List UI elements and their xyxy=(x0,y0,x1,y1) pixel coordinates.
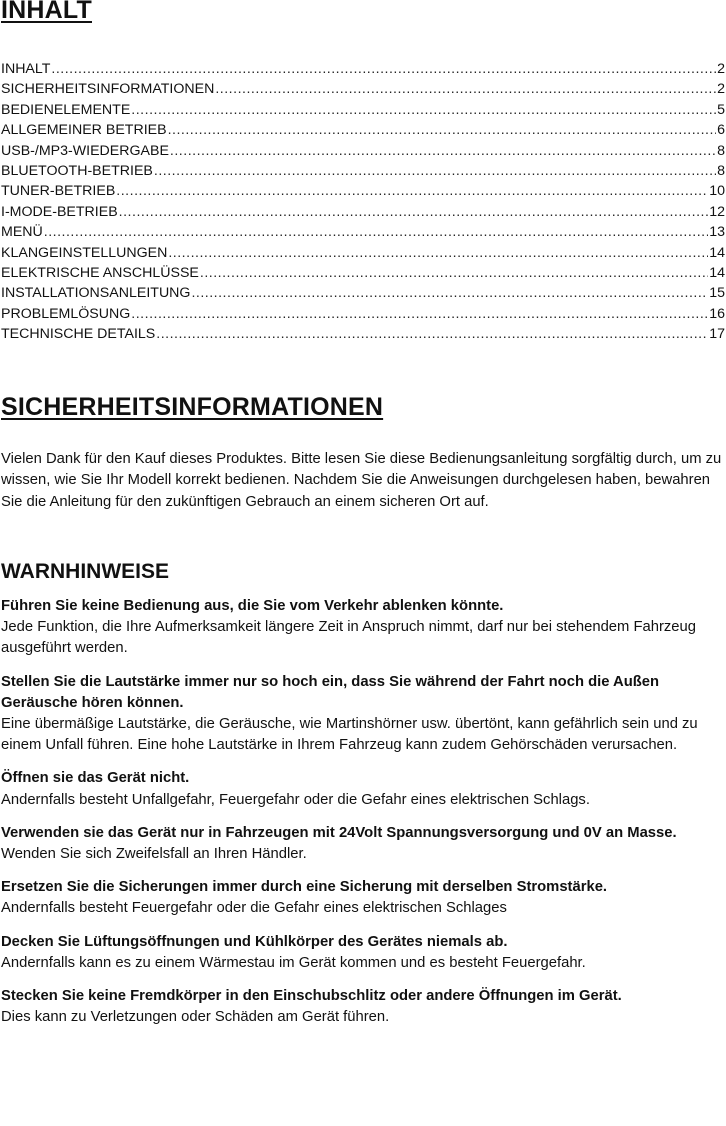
toc-leader-dots xyxy=(170,141,716,161)
toc-entry[interactable] xyxy=(1,79,725,99)
warnings-heading: WARNHINWEISE xyxy=(1,560,169,583)
warning-text: Eine übermäßige Lautstärke, die Geräusche, wie Martinshörner usw. übertönt, kann gefährlich sein und zu einem Unfall führen. Eine hohe Lautstärke in Ihrem Fahrzeug kann zudem Gehörschäden verursachen. xyxy=(1,716,698,754)
warning-item xyxy=(1,823,723,865)
toc-entry-title: I-MODE-BETRIEB xyxy=(1,203,118,220)
warning-item xyxy=(1,877,723,919)
toc-entry-title: TECHNISCHE DETAILS xyxy=(1,326,156,343)
toc-entry[interactable] xyxy=(1,59,725,79)
toc-leader-dots xyxy=(44,222,708,242)
toc-entry[interactable] xyxy=(1,263,725,283)
toc-entry[interactable] xyxy=(1,181,725,201)
toc-entry[interactable] xyxy=(1,324,725,344)
toc-entry-title: KLANGEINSTELLUNGEN xyxy=(1,244,168,261)
toc-leader-dots xyxy=(119,202,709,222)
toc-entry-page: 14 xyxy=(709,244,725,261)
warning-item xyxy=(1,768,723,810)
warning-title: Verwenden sie das Gerät nur in Fahrzeugen mit 24Volt Spannungsversorgung und 0V an Masse. xyxy=(1,824,677,841)
toc-entry[interactable] xyxy=(1,283,725,303)
toc-entry[interactable] xyxy=(1,304,725,324)
toc-entry-title: INSTALLATIONSANLEITUNG xyxy=(1,285,191,302)
table-of-contents xyxy=(1,59,725,344)
warning-title: Ersetzen Sie die Sicherungen immer durch eine Sicherung mit derselben Stromstärke. xyxy=(1,879,608,896)
warning-title: Öffnen sie das Gerät nicht. xyxy=(1,770,190,787)
warning-title: Stellen Sie die Lautstärke immer nur so hoch ein, dass Sie während der Fahrt noch die Außen Geräusche hören können. xyxy=(1,673,660,711)
toc-entry[interactable] xyxy=(1,100,725,120)
warning-text: Wenden Sie sich Zweifelsfall an Ihren Händler. xyxy=(1,846,307,863)
toc-entry-page: 12 xyxy=(709,203,725,220)
toc-entry-page: 13 xyxy=(709,224,725,241)
toc-leader-dots xyxy=(168,243,708,263)
toc-entry[interactable] xyxy=(1,161,725,181)
warning-item xyxy=(1,986,723,1028)
toc-entry-title: MENÜ xyxy=(1,224,43,241)
toc-heading: INHALT xyxy=(1,0,92,24)
toc-leader-dots xyxy=(154,161,716,181)
toc-entry-page: 8 xyxy=(717,142,725,159)
toc-entry-title: PROBLEMLÖSUNG xyxy=(1,305,131,322)
toc-leader-dots xyxy=(168,120,717,140)
toc-entry-page: 17 xyxy=(709,326,725,343)
warning-item xyxy=(1,672,723,757)
toc-entry-title: USB-/MP3-WIEDERGABE xyxy=(1,142,169,159)
warning-text: Andernfalls besteht Feuergefahr oder die Gefahr eines elektrischen Schlages xyxy=(1,900,507,917)
toc-entry-page: 10 xyxy=(709,183,725,200)
toc-entry-title: ELEKTRISCHE ANSCHLÜSSE xyxy=(1,264,199,281)
toc-leader-dots xyxy=(51,59,716,79)
toc-entry[interactable] xyxy=(1,120,725,140)
toc-entry-page: 2 xyxy=(717,61,725,77)
toc-leader-dots xyxy=(156,324,708,344)
toc-leader-dots xyxy=(215,79,716,99)
warning-title: Decken Sie Lüftungsöffnungen und Kühlkörper des Gerätes niemals ab. xyxy=(1,933,508,950)
toc-leader-dots xyxy=(131,100,716,120)
toc-entry[interactable] xyxy=(1,202,725,222)
toc-entry-title: INHALT xyxy=(1,61,51,77)
toc-entry-page: 16 xyxy=(709,305,725,322)
warning-text: Dies kann zu Verletzungen oder Schäden am Gerät führen. xyxy=(1,1009,390,1026)
toc-entry-page: 6 xyxy=(717,122,725,139)
warning-text: Andernfalls kann es zu einem Wärmestau im Gerät kommen und es besteht Feuergefahr. xyxy=(1,954,586,971)
toc-entry-title: SICHERHEITSINFORMATIONEN xyxy=(1,81,215,98)
toc-leader-dots xyxy=(131,304,708,324)
warning-title: Führen Sie keine Bedienung aus, die Sie vom Verkehr ablenken könnte. xyxy=(1,598,504,614)
toc-entry-page: 14 xyxy=(709,264,725,281)
toc-entry[interactable] xyxy=(1,222,725,242)
warning-text: Jede Funktion, die Ihre Aufmerksamkeit längere Zeit in Anspruch nimmt, darf nur bei stehendem Fahrzeug ausgeführt werden. xyxy=(1,619,696,657)
toc-entry-page: 2 xyxy=(717,81,725,98)
toc-entry-title: BEDIENELEMENTE xyxy=(1,101,131,118)
warning-item xyxy=(1,932,723,974)
safety-heading: SICHERHEITSINFORMATIONEN xyxy=(1,393,384,421)
toc-leader-dots xyxy=(200,263,708,283)
toc-entry[interactable] xyxy=(1,243,725,263)
toc-entry-page: 5 xyxy=(717,101,725,118)
toc-entry[interactable] xyxy=(1,141,725,161)
toc-leader-dots xyxy=(116,181,708,201)
toc-entry-title: ALLGEMEINER BETRIEB xyxy=(1,122,167,139)
toc-entry-page: 8 xyxy=(717,162,725,179)
toc-entry-title: BLUETOOTH-BETRIEB xyxy=(1,162,153,179)
warning-title: Stecken Sie keine Fremdkörper in den Einschubschlitz oder andere Öffnungen im Gerät. xyxy=(1,988,622,1005)
toc-leader-dots xyxy=(191,283,708,303)
toc-entry-page: 15 xyxy=(709,285,725,302)
safety-intro-paragraph: Vielen Dank für den Kauf dieses Produktes. Bitte lesen Sie diese Bedienungsanleitung sorgfältig durch, um zu wissen, wie Sie Ihr Modell korrekt bedienen. Nachdem Sie die Anweisungen durchgelesen haben, bewahren Sie die Anleitung für den zukünftigen Gebrauch an einem sicheren Ort auf. xyxy=(1,451,722,510)
warning-item xyxy=(1,596,723,660)
warning-text: Andernfalls besteht Unfallgefahr, Feuergefahr oder die Gefahr eines elektrischen Schlags. xyxy=(1,791,590,808)
warnings-list xyxy=(1,596,723,1040)
toc-entry-title: TUNER-BETRIEB xyxy=(1,183,116,200)
